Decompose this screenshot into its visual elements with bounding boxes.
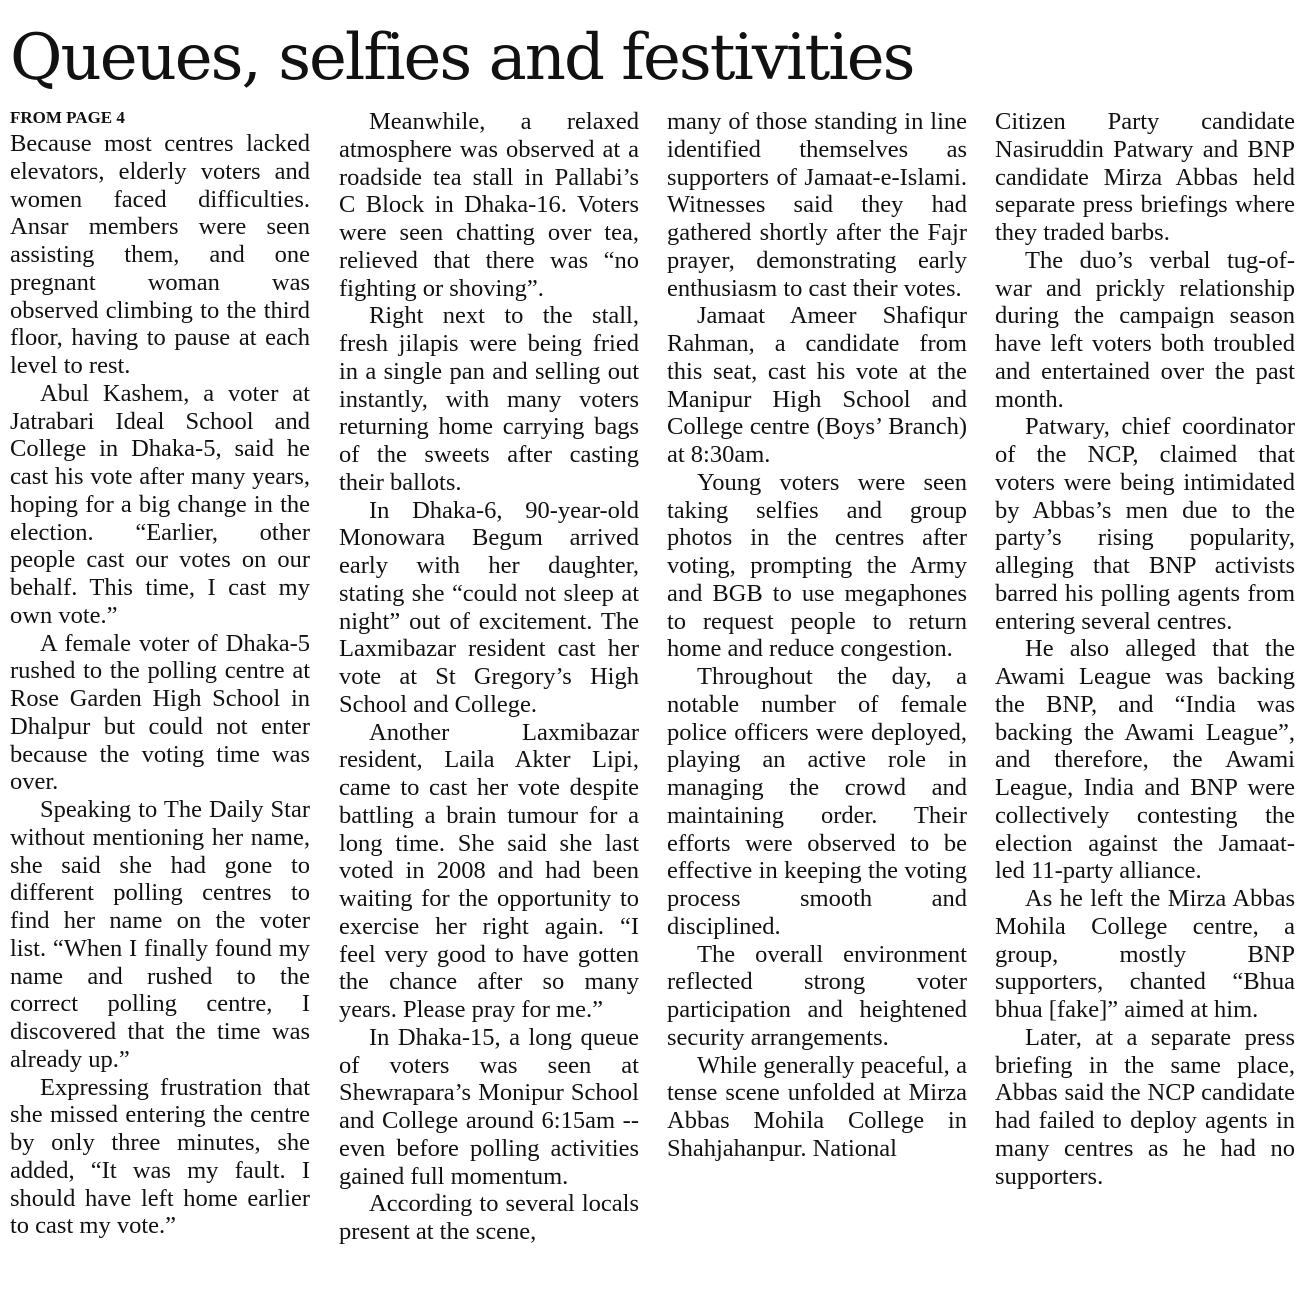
article-column-1 [10, 130, 310, 1240]
paragraph: He also alleged that the Awami League was backing the BNP, and “India was backing the Awami League”, and therefore, the Awami League, India and BNP were collectively contesting the election against the Jamaat-led 11-party alliance. [995, 635, 1295, 885]
paragraph: Patwary, chief coordinator of the NCP, claimed that voters were being intimidated by Abbas’s men due to the party’s rising popularity, alleging that BNP activists barred his polling agents from entering several centres. [995, 413, 1295, 635]
paragraph: Another Laxmibazar resident, Laila Akter Lipi, came to cast her vote despite battling a brain tumour for a long time. She said she last voted in 2008 and had been waiting for the opportunity to exercise her right again. “I feel very good to have gotten the chance after so many years. Please pray for me.” [339, 718, 639, 1023]
paragraph: Meanwhile, a relaxed atmosphere was observed at a roadside tea stall in Pallabi’s C Block in Dhaka-16. Voters were seen chatting over tea, relieved that there was “no fighting or shoving”. [339, 108, 639, 302]
paragraph: As he left the Mirza Abbas Mohila College centre, a group, mostly BNP supporters, chanted “Bhua bhua [fake]” aimed at him. [995, 885, 1295, 1023]
paragraph: According to several locals present at the scene, [339, 1190, 639, 1245]
paragraph: The overall environment reflected strong voter participation and heightened security arrangements. [667, 940, 967, 1051]
paragraph: Throughout the day, a notable number of female police officers were deployed, playing an active role in managing the crowd and maintaining order. Their efforts were observed to be effective in keeping the voting process smooth and disciplined. [667, 663, 967, 940]
paragraph: Right next to the stall, fresh jilapis were being fried in a single pan and selling out instantly, with many voters returning home carrying bags of the sweets after casting their ballots. [339, 302, 639, 496]
continuation-kicker: FROM PAGE 4 [10, 108, 125, 127]
paragraph: Abul Kashem, a voter at Jatrabari Ideal School and College in Dhaka-5, said he cast his vote after many years, hoping for a big change in the election. “Earlier, other people cast our votes on our behalf. This time, I cast my own vote.” [10, 379, 310, 629]
headline: Queues, selfies and festivities [10, 21, 914, 95]
paragraph: Later, at a separate press briefing in the same place, Abbas said the NCP candidate had failed to deploy agents in many centres as he had no supporters. [995, 1023, 1295, 1190]
paragraph: Speaking to The Daily Star without mentioning her name, she said she had gone to different polling centres to find her name on the voter list. “When I finally found my name and rushed to the correct polling centre, I discovered that the time was already up.” [10, 796, 310, 1073]
paragraph: Citizen Party candidate Nasiruddin Patwary and BNP candidate Mirza Abbas held separate press briefings where they traded barbs. [995, 108, 1295, 246]
paragraph: In Dhaka-6, 90-year-old Monowara Begum arrived early with her daughter, stating she “could not sleep at night” out of excitement. The Laxmibazar resident cast her vote at St Gregory’s High School and College. [339, 496, 639, 718]
paragraph: Expressing frustration that she missed entering the centre by only three minutes, she added, “It was my fault. I should have left home earlier to cast my vote.” [10, 1073, 310, 1240]
paragraph: While generally peaceful, a tense scene unfolded at Mirza Abbas Mohila College in Shahjahanpur. National [667, 1051, 967, 1162]
paragraph: Young voters were seen taking selfies and group photos in the centres after voting, prompting the Army and BGB to use megaphones to request people to return home and reduce congestion. [667, 468, 967, 663]
paragraph: many of those standing in line identified themselves as supporters of Jamaat-e-Islami. Witnesses said they had gathered shortly after the Fajr prayer, demonstrating early enthusiasm to cast their votes. [667, 108, 967, 302]
article-column-3 [667, 108, 967, 1163]
paragraph: In Dhaka-15, a long queue of voters was seen at Shewrapara’s Monipur School and College around 6:15am -- even before polling activities gained full momentum. [339, 1023, 639, 1190]
paragraph: A female voter of Dhaka-5 rushed to the polling centre at Rose Garden High School in Dhalpur but could not enter because the voting time was over. [10, 629, 310, 796]
article-column-4 [995, 108, 1295, 1190]
paragraph: Jamaat Ameer Shafiqur Rahman, a candidate from this seat, cast his vote at the Manipur High School and College centre (Boys’ Branch) at 8:30am. [667, 302, 967, 468]
paragraph: Because most centres lacked elevators, elderly voters and women faced difficulties. Ansar members were seen assisting them, and one pregnant woman was observed climbing to the third floor, having to pause at each level to rest. [10, 130, 310, 379]
paragraph: The duo’s verbal tug-of-war and prickly relationship during the campaign season have left voters both troubled and entertained over the past month. [995, 246, 1295, 413]
article-column-2 [339, 108, 639, 1246]
